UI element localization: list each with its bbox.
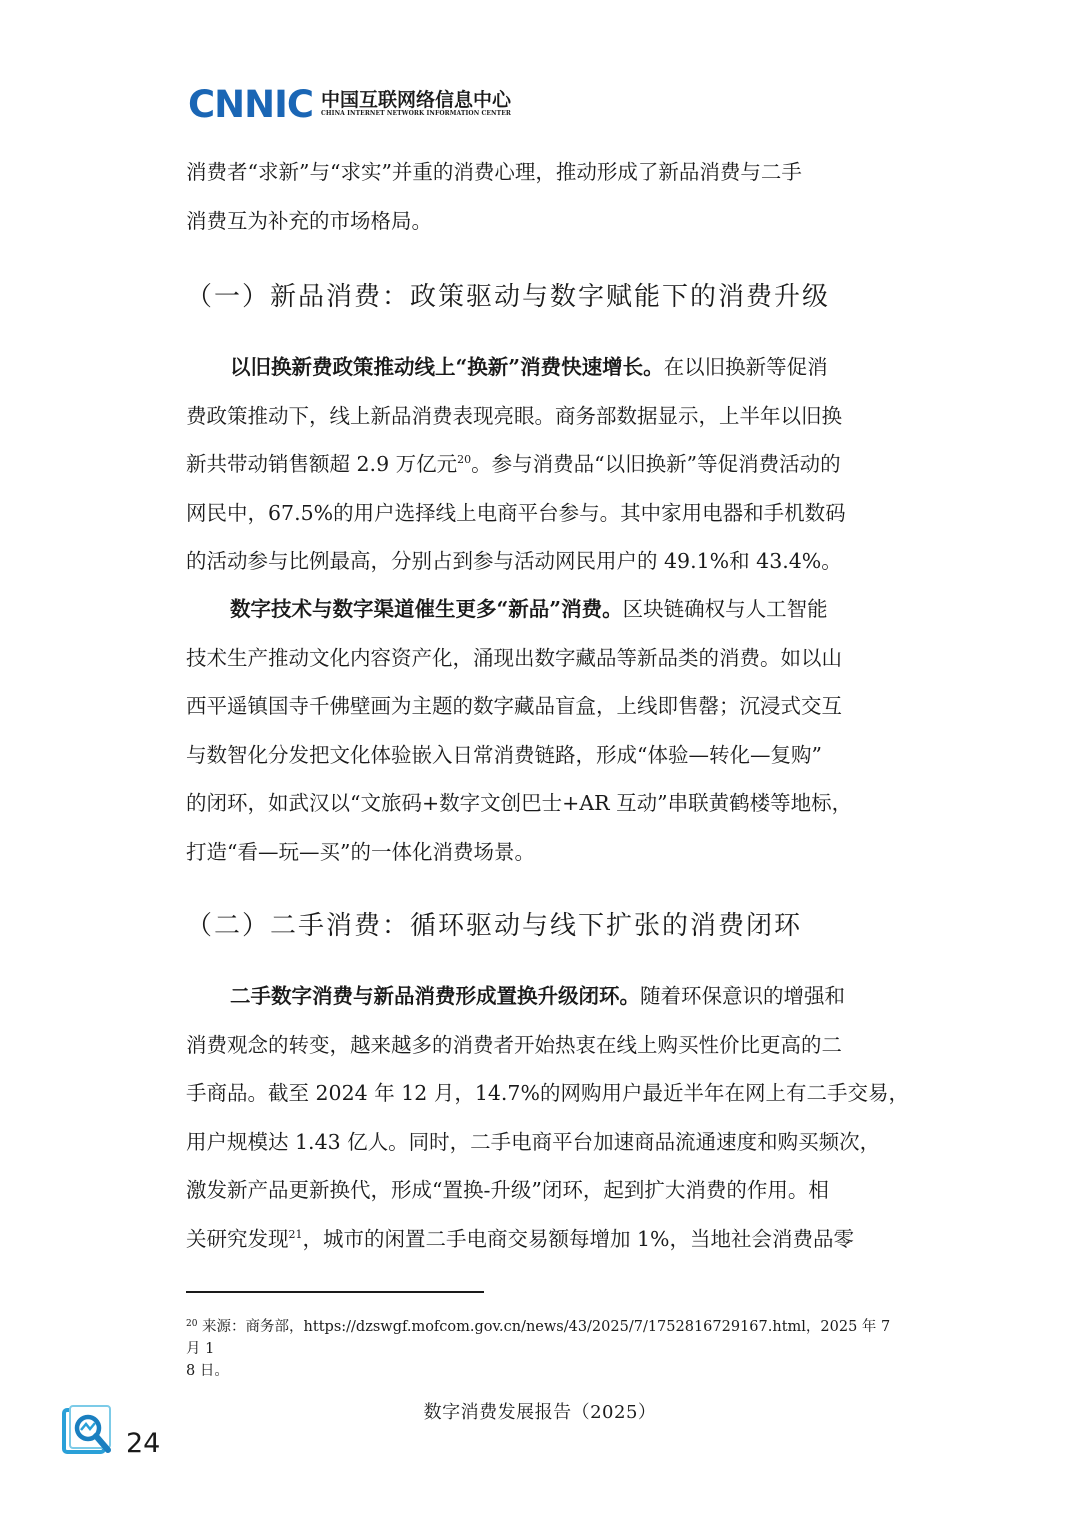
footnote-ref-21[interactable]: 21 [288,1227,303,1241]
paragraph-line [186,440,898,489]
paragraph-line [186,1215,898,1264]
intro-paragraph [186,148,898,245]
paragraph-line [186,343,898,392]
paragraph-text: 区块链确权与人工智能 [622,597,828,621]
paragraph-lead: 二手数字消费与新品消费形成置换升级闭环。 [230,984,640,1008]
paragraph-text: ，城市的闲置二手电商交易额每增加 1%，当地社会消费品零 [302,1226,855,1251]
footnote-line-1 [186,1316,898,1360]
footnote-divider [186,1291,484,1293]
intro-line-1: 消费者“求新”与“求实”并重的消费心理，推动形成了新品消费与二手 [186,160,802,184]
section-1-paragraph-1 [186,343,898,586]
paragraph-lead: 数字技术与数字渠道催生更多“新品”消费。 [230,597,623,621]
logo-english-name: CHINA INTERNET NETWORK INFORMATION CENTER [321,110,511,117]
paragraph-line: 用户规模达 1.43 亿人。同时，二手电商平台加速商品流通速度和购买频次， [186,1129,881,1154]
paragraph-line: 技术生产推动文化内容资产化，涌现出数字藏品等新品类的消费。如以山 [186,645,842,670]
paragraph-line: 消费观念的转变，越来越多的消费者开始热衷在线上购买性价比更高的二 [186,1032,842,1057]
paragraph-line: 打造“看—玩—买”的一体化消费场景。 [186,839,535,864]
paragraph-line: 激发新产品更新换代，形成“置换-升级”闭环，起到扩大消费的作用。相 [186,1178,829,1202]
logo-mark: CNNIC [188,82,314,126]
footnote-text[interactable]: 来源：商务部，https://dzswgf.mofcom.gov.cn/news/43/2025/7/1752816729167.html，2025 年 7 月 1 [186,1319,891,1357]
paragraph-line: 手商品。截至 2024 年 12 月，14.7%的网购用户最近半年在网上有二手交易， [186,1081,909,1105]
paragraph-line: 西平遥镇国寺千佛壁画为主题的数字藏品盲盒，上线即售罄；沉浸式交互 [186,694,842,718]
section-2-paragraph-1 [186,972,909,1263]
section-1-paragraph-2 [186,585,898,876]
section-1-heading: （一）新品消费：政策驱动与数字赋能下的消费升级 [186,282,831,312]
footnote [186,1316,898,1382]
paragraph-line: 网民中，67.5%的用户选择线上电商平台参与。其中家用电器和手机数码 [186,500,846,525]
paragraph-text: 。参与消费品“以旧换新”等促消费活动的 [471,452,841,476]
footnote-number: 20 [186,1319,198,1329]
paragraph-text: 在以旧换新等促消 [663,355,828,379]
paragraph-line [186,972,898,1021]
paragraph-line: 的闭环，如武汉以“文旅码+数字文创巴士+AR 互动”串联黄鹤楼等地标， [186,791,853,815]
magnifier-report-icon [62,1404,114,1456]
paragraph-text: 关研究发现 [186,1226,289,1251]
logo-chinese-name: 中国互联网络信息中心 [321,89,512,111]
report-title-footer: 数字消费发展报告（2025） [423,1402,657,1423]
paragraph-line: 与数智化分发把文化体验嵌入日常消费链路，形成“体验—转化—复购” [186,742,822,767]
footnote-line-2: 8 日。 [186,1363,229,1379]
paragraph-text: 新共带动销售额超 2.9 万亿元 [186,452,458,476]
paragraph-line: 费政策推动下，线上新品消费表现亮眼。商务部数据显示，上半年以旧换 [186,403,842,428]
section-2-heading: （二）二手消费：循环驱动与线下扩张的消费闭环 [186,911,803,941]
logo-text [321,90,511,118]
paragraph-lead: 以旧换新费政策推动线上“换新”消费快速增长。 [230,355,664,379]
page-number: 24 [126,1428,161,1459]
intro-line-2: 消费互为补充的市场格局。 [186,208,432,233]
paragraph-line [186,585,898,634]
cnnic-logo [188,84,511,124]
paragraph-line: 的活动参与比例最高，分别占到参与活动网民用户的 49.1%和 43.4%。 [186,549,842,573]
footnote-ref-20[interactable]: 20 [457,453,472,466]
paragraph-text: 随着环保意识的增强和 [640,984,845,1008]
